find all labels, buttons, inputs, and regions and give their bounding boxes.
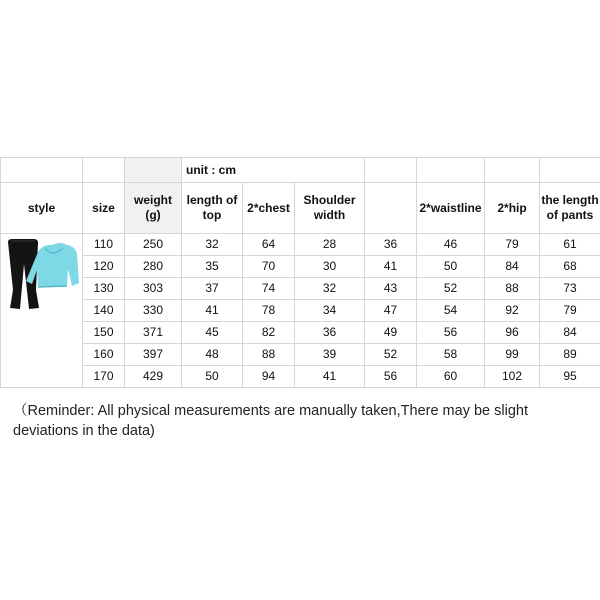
cell-hip: 88 [485,278,540,300]
cell-size: 120 [83,256,125,278]
cell-weight: 250 [125,234,182,256]
cell-size: 110 [83,234,125,256]
cell-weight: 397 [125,344,182,366]
unit-label: unit : cm [182,158,365,183]
cell-size: 160 [83,344,125,366]
cell-pants-length: 73 [540,278,600,300]
cell-pants-length: 95 [540,366,600,388]
style-image-cell [1,234,83,388]
cell-pants-length: 89 [540,344,600,366]
cell-weight: 330 [125,300,182,322]
cell-blank-col: 47 [365,300,417,322]
cell-pants-length: 61 [540,234,600,256]
cell-hip: 102 [485,366,540,388]
unit-row [1,158,600,183]
cell-waistline: 54 [417,300,485,322]
cell-chest: 78 [243,300,295,322]
hoodie-and-sweatpants-icon [5,236,81,314]
cell-hip: 96 [485,322,540,344]
cell-hip: 92 [485,300,540,322]
table-row [1,366,600,388]
cell-size: 170 [83,366,125,388]
size-chart-table [0,157,600,388]
cell-hip: 84 [485,256,540,278]
cell-hip: 99 [485,344,540,366]
header-shoulder-width: Shoulder width [295,183,365,234]
cell-shoulder-width: 36 [295,322,365,344]
cell-chest: 74 [243,278,295,300]
cell-pants-length: 68 [540,256,600,278]
table-row [1,278,600,300]
cell-length-of-top: 50 [182,366,243,388]
cell-shoulder-width: 39 [295,344,365,366]
header-weight: weight (g) [125,183,182,234]
cell-length-of-top: 35 [182,256,243,278]
cell-weight: 371 [125,322,182,344]
cell-chest: 94 [243,366,295,388]
cell-length-of-top: 45 [182,322,243,344]
cell-weight: 280 [125,256,182,278]
header-hip: 2*hip [485,183,540,234]
cell-weight: 303 [125,278,182,300]
table-row [1,256,600,278]
cell-pants-length: 84 [540,322,600,344]
cell-shoulder-width: 28 [295,234,365,256]
cell-blank-col: 36 [365,234,417,256]
cell-length-of-top: 41 [182,300,243,322]
table-row [1,300,600,322]
cell-chest: 82 [243,322,295,344]
cell-blank-col: 41 [365,256,417,278]
cell-hip: 79 [485,234,540,256]
cell-pants-length: 79 [540,300,600,322]
table-row [1,234,600,256]
cell-weight: 429 [125,366,182,388]
table-row [1,344,600,366]
header-style: style [1,183,83,234]
header-waistline: 2*waistline [417,183,485,234]
cell-waistline: 58 [417,344,485,366]
cell-waistline: 56 [417,322,485,344]
cell-blank-col: 52 [365,344,417,366]
cell-chest: 70 [243,256,295,278]
cell-shoulder-width: 34 [295,300,365,322]
cell-shoulder-width: 41 [295,366,365,388]
header-row [1,183,600,234]
cell-size: 140 [83,300,125,322]
cell-shoulder-width: 32 [295,278,365,300]
cell-blank-col: 43 [365,278,417,300]
cell-blank-col: 49 [365,322,417,344]
cell-waistline: 50 [417,256,485,278]
cell-waistline: 46 [417,234,485,256]
cell-waistline: 60 [417,366,485,388]
header-blank [365,183,417,234]
header-size: size [83,183,125,234]
cell-size: 150 [83,322,125,344]
cell-length-of-top: 32 [182,234,243,256]
header-pants-length: the length of pants [540,183,600,234]
measurement-reminder: （Reminder: All physical measurements are manually taken,There may be slight deviations in the data) [13,403,528,439]
cell-length-of-top: 37 [182,278,243,300]
cell-size: 130 [83,278,125,300]
header-length-of-top: length of top [182,183,243,234]
cell-length-of-top: 48 [182,344,243,366]
header-chest: 2*chest [243,183,295,234]
cell-shoulder-width: 30 [295,256,365,278]
table-row [1,322,600,344]
cell-chest: 88 [243,344,295,366]
cell-chest: 64 [243,234,295,256]
cell-blank-col: 56 [365,366,417,388]
cell-waistline: 52 [417,278,485,300]
